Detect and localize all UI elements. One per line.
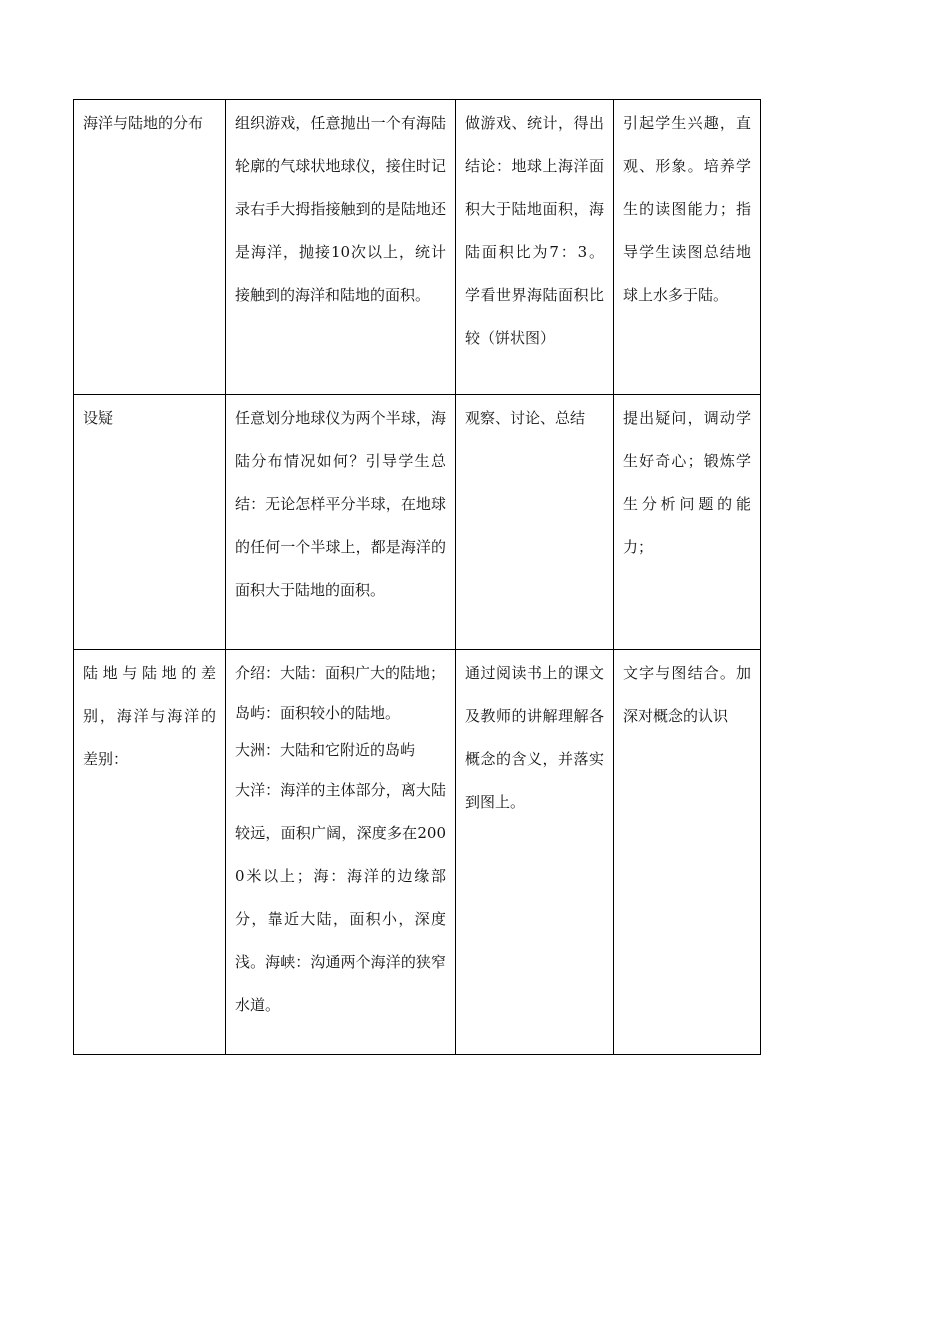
table-cell-student-activity [456, 100, 614, 395]
cell-text-line: 大洲：大陆和它附近的岛屿 [235, 741, 416, 759]
table-row [74, 650, 761, 1055]
table-row [74, 395, 761, 650]
table-cell-topic [74, 100, 226, 395]
cell-text-line: 岛屿：面积较小的陆地。 [235, 704, 401, 722]
cell-text: 通过阅读书上的课文及教师的讲解理解各概念的含义，并落实到图上。 [465, 664, 604, 811]
table-row [74, 100, 761, 395]
table-cell-student-activity [456, 395, 614, 650]
cell-text: 陆地与陆地的差别，海洋与海洋的差别： [83, 664, 216, 768]
table-cell-purpose [614, 650, 761, 1055]
cell-text: 海洋与陆地的分布 [83, 114, 204, 132]
cell-text: 任意划分地球仪为两个半球，海陆分布情况如何？引导学生总结：无论怎样平分半球，在地球的任何一个半球上，都是海洋的面积大于陆地的面积。 [235, 409, 446, 599]
table-cell-topic [74, 395, 226, 650]
table-cell-student-activity [456, 650, 614, 1055]
cell-text: 提出疑问，调动学生好奇心；锻炼学生分析问题的能力； [623, 409, 751, 556]
cell-text: 观察、讨论、总结 [465, 409, 586, 427]
table-cell-purpose [614, 395, 761, 650]
cell-text-line: 大洋：海洋的主体部分，离大陆较远，面积广阔，深度多在2000米以上；海：海洋的边缘部分，靠近大陆，面积小，深度浅。海峡：沟通两个海洋的狭窄水道。 [235, 781, 446, 1014]
table-cell-teacher-activity [226, 395, 456, 650]
cell-text: 组织游戏，任意抛出一个有海陆轮廓的气球状地球仪，接住时记录右手大拇指接触到的是陆地还是海洋，抛接10次以上，统计接触到的海洋和陆地的面积。 [235, 114, 446, 304]
table-cell-purpose [614, 100, 761, 395]
table-cell-topic [74, 650, 226, 1055]
cell-text: 引起学生兴趣，直观、形象。培养学生的读图能力；指导学生读图总结地球上水多于陆。 [623, 114, 751, 304]
cell-text: 设疑 [83, 409, 114, 427]
cell-text: 文字与图结合。加深对概念的认识 [623, 664, 751, 725]
cell-text: 做游戏、统计，得出结论：地球上海洋面积大于陆地面积，海陆面积比为7：3。学看世界海陆面积比较（饼状图） [465, 114, 604, 347]
cell-text-line: 介绍：大陆：面积广大的陆地； [235, 664, 446, 682]
lesson-table [73, 99, 761, 1055]
table-cell-teacher-activity [226, 650, 456, 1055]
table-cell-teacher-activity [226, 100, 456, 395]
